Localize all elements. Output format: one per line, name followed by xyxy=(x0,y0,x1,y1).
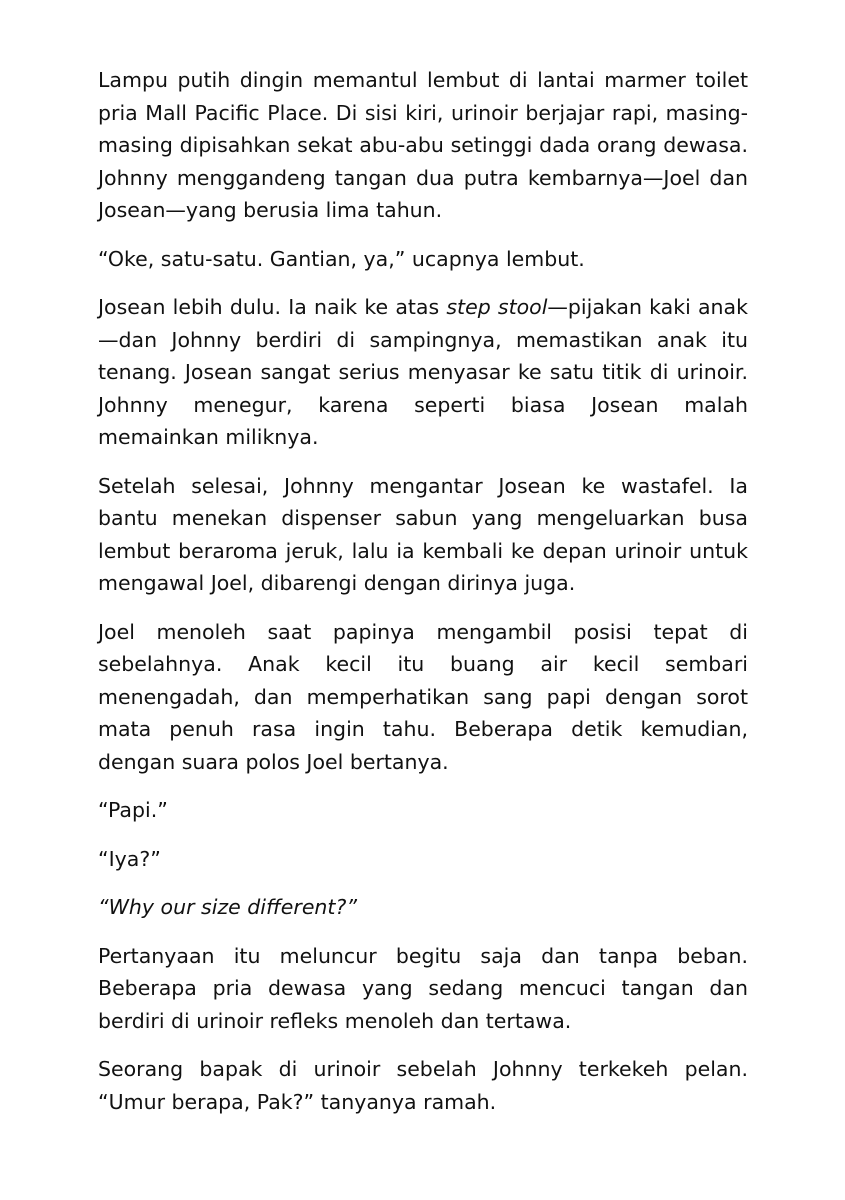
paragraph-dialogue-papi: “Papi.” xyxy=(98,798,168,822)
paragraph-josean-first-text-b: —pijakan kaki anak—dan Johnny berdiri di sampingnya, memastikan anak itu tenang. Josean sangat serius menyasar ke satu titik di urinoir. Johnny menegur, karena seperti biasa Josean malah memainkan miliknya. xyxy=(98,295,748,449)
paragraph-dialogue-johnny: “Oke, satu-satu. Gantian, ya,” ucapnya lembut. xyxy=(98,246,585,271)
paragraph-dialogue-iya: “Iya?” xyxy=(98,846,161,871)
paragraph-bapak: Seorang bapak di urinoir sebelah Johnny terkekeh pelan. “Umur berapa, Pak?” tanyanya ramah. xyxy=(98,1057,748,1114)
paragraph-reaction: Pertanyaan itu meluncur begitu saja dan tanpa beban. Beberapa pria dewasa yang sedang mencuci tangan dan berdiri di urinoir refleks menoleh dan tertawa. xyxy=(98,943,748,1033)
paragraph-dialogue-question: “Why our size different?” xyxy=(98,895,357,919)
paragraph-opening: Lampu putih dingin memantul lembut di lantai marmer toilet pria Mall Pacific Place. Di sisi kiri, urinoir berjajar rapi, masing-masing dipisahkan sekat abu-abu setinggi dada orang dewasa. Johnny menggandeng tangan dua putra kembarnya—Joel dan Josean—yang berusia lima tahun. xyxy=(98,68,748,222)
italic-step-stool: step stool xyxy=(446,295,548,319)
paragraph-wastafel: Setelah selesai, Johnny mengantar Josean ke wastafel. Ia bantu menekan dispenser sabun yang mengeluarkan busa lembut beraroma jeruk, lalu ia kembali ke depan urinoir untuk mengawal Joel, dibarengi dengan dirinya juga. xyxy=(98,473,748,595)
paragraph-joel-looks: Joel menoleh saat papinya mengambil posisi tepat di sebelahnya. Anak kecil itu buang air kecil sembari menengadah, dan memperhatikan sang papi dengan sorot mata penuh rasa ingin tahu. Beberapa detik kemudian, dengan suara polos Joel bertanya. xyxy=(98,619,748,774)
paragraph-josean-first-text-a: Josean lebih dulu. Ia naik ke atas xyxy=(98,295,447,319)
paragraph-josean-first xyxy=(98,291,748,454)
story-page xyxy=(98,64,748,1134)
